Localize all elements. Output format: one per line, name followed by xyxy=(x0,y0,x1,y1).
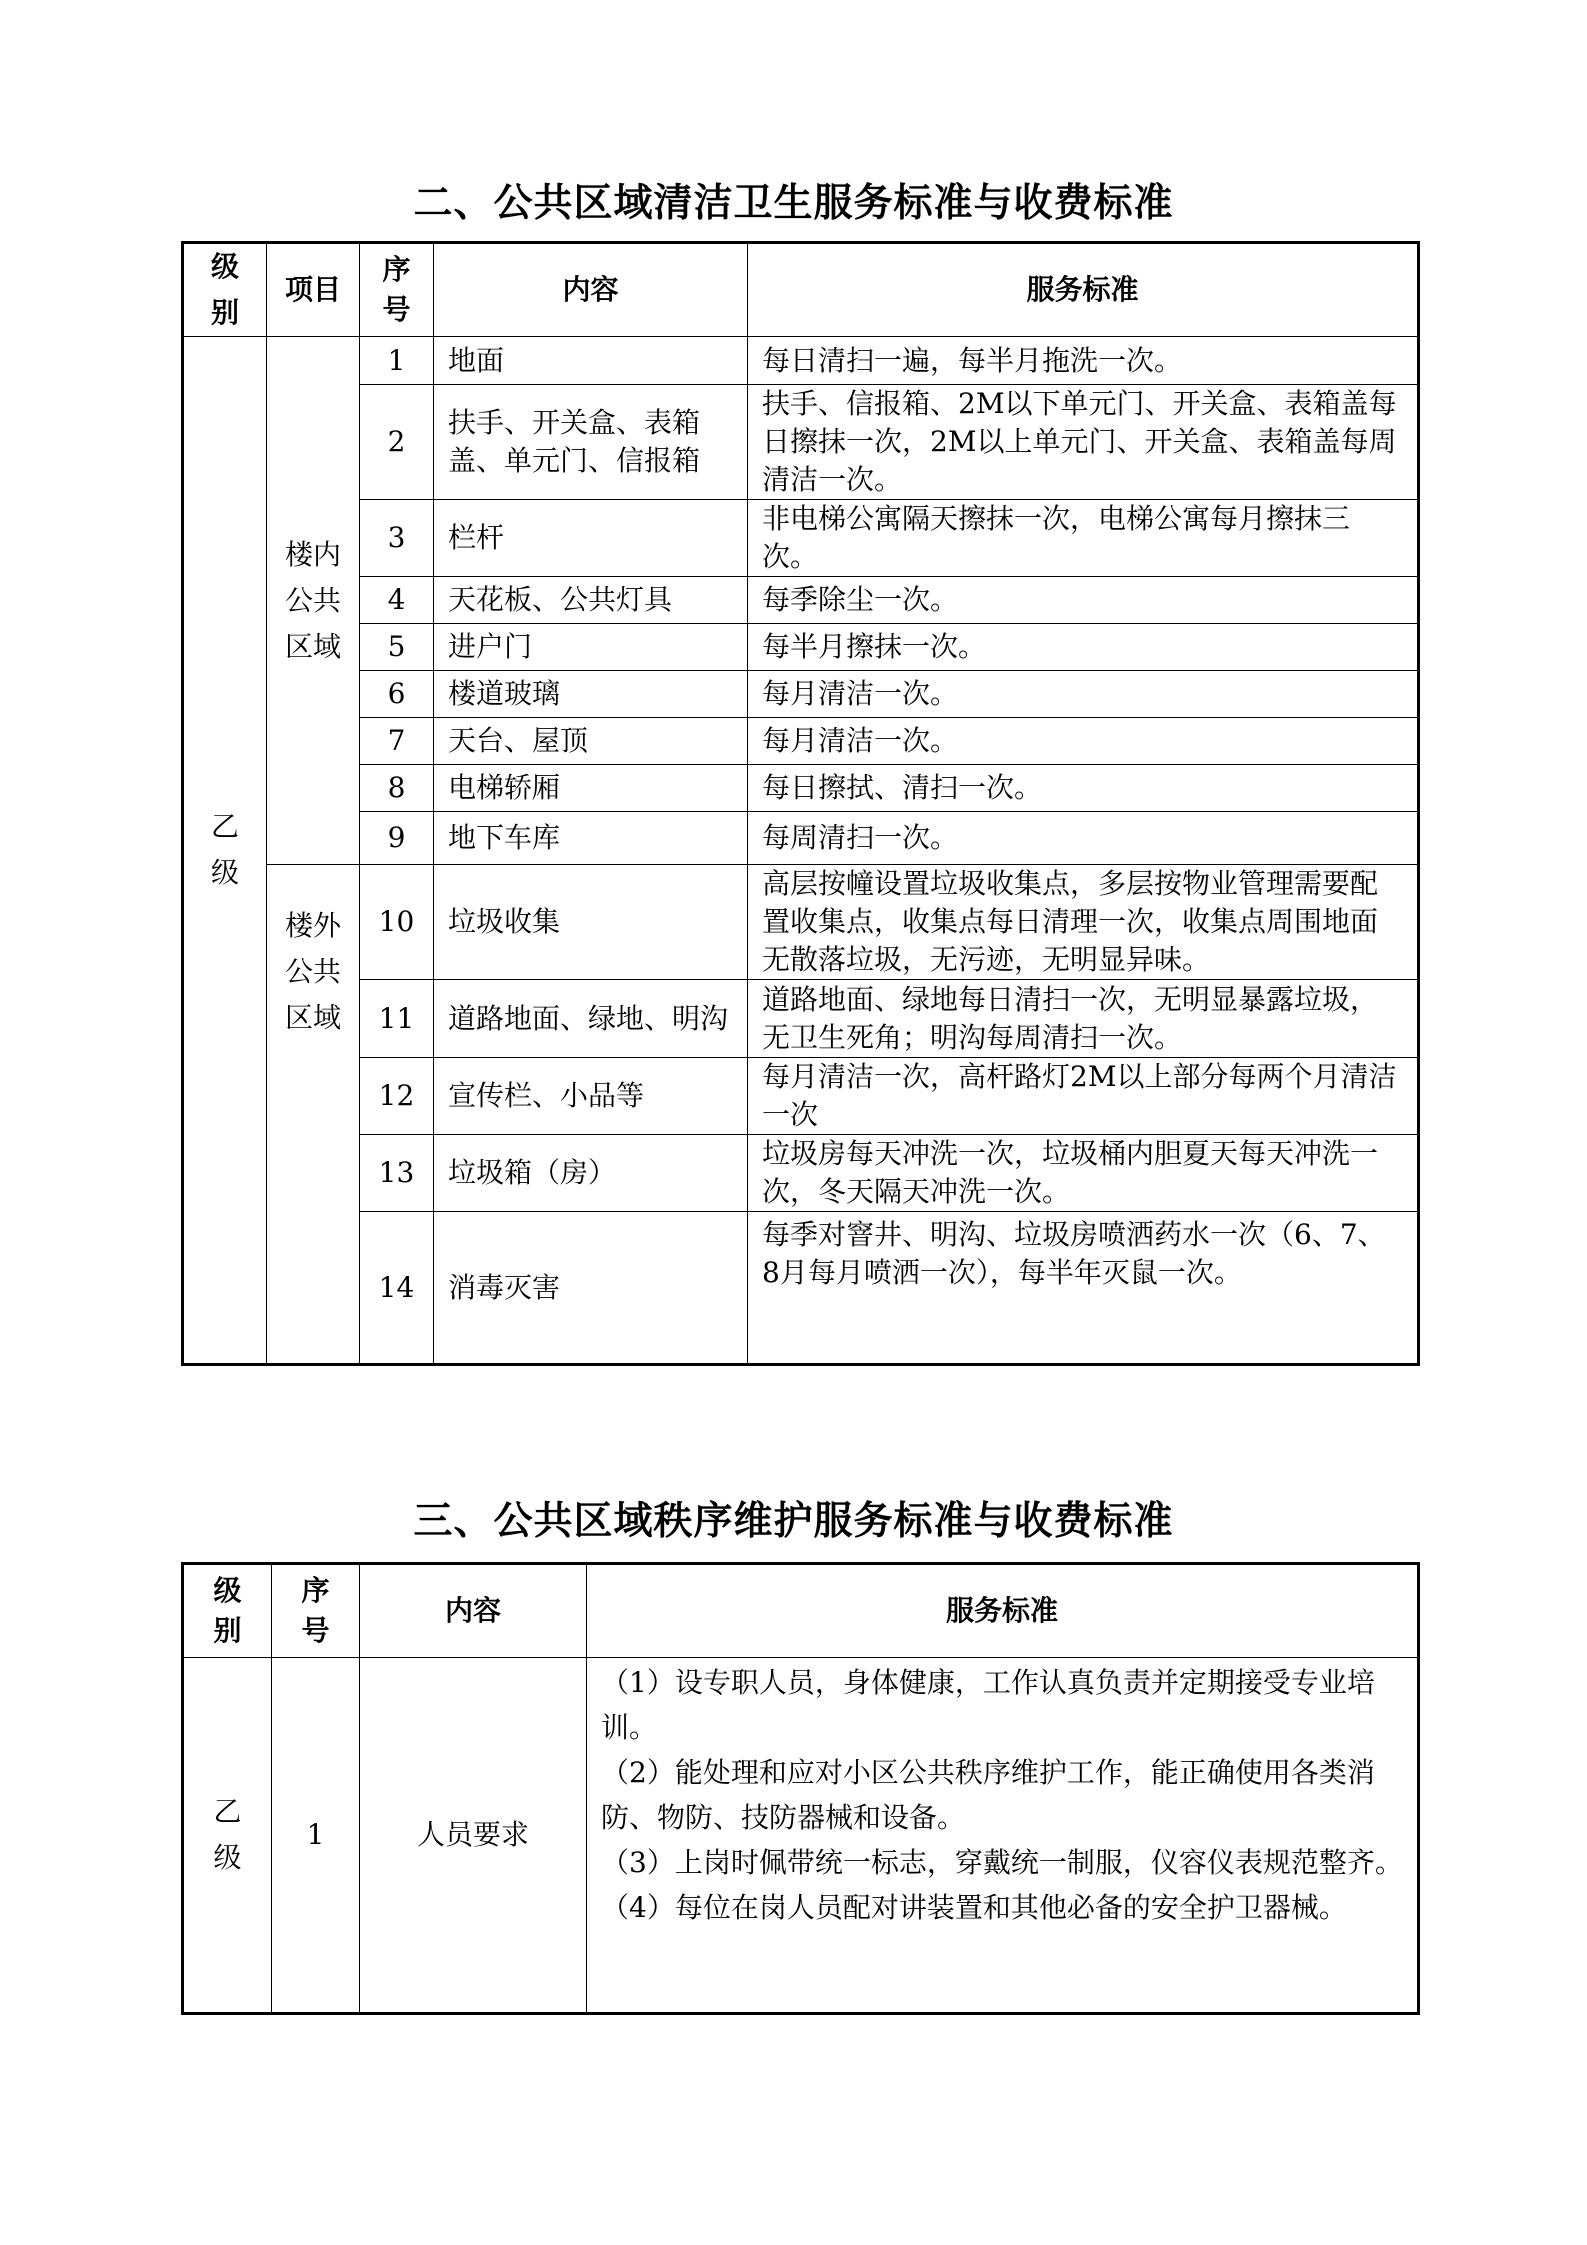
cleaning-standards-table xyxy=(181,241,1420,1366)
row-no: 13 xyxy=(360,1135,434,1212)
row-content: 天花板、公共灯具 xyxy=(434,577,748,624)
row-content: 进户门 xyxy=(434,624,748,671)
row-no: 2 xyxy=(360,385,434,500)
table-row xyxy=(183,624,1419,671)
table-header-row xyxy=(183,243,1419,337)
header-level: 级 别 xyxy=(183,243,267,337)
row-content: 宣传栏、小品等 xyxy=(434,1058,748,1135)
table-row xyxy=(183,765,1419,812)
row-content: 垃圾箱（房） xyxy=(434,1135,748,1212)
section2-title: 二、公共区域清洁卫生服务标准与收费标准 xyxy=(413,181,1174,226)
row-no: 8 xyxy=(360,765,434,812)
header-content: 内容 xyxy=(434,243,748,337)
level-cell: 乙 级 xyxy=(183,337,267,1365)
row-standard: 非电梯公寓隔天擦抹一次，电梯公寓每月擦抹三次。 xyxy=(748,500,1419,577)
header-no: 序 号 xyxy=(360,243,434,337)
table-row xyxy=(183,577,1419,624)
row-content: 地下车库 xyxy=(434,812,748,865)
order-maintenance-table xyxy=(181,1562,1420,2015)
standard-item-1: （1）设专职人员，身体健康，工作认真负责并定期接受专业培训。 xyxy=(601,1666,1375,1744)
table-row xyxy=(183,1658,1419,2014)
row-no: 5 xyxy=(360,624,434,671)
table-row xyxy=(183,812,1419,865)
row-no: 9 xyxy=(360,812,434,865)
row-no: 3 xyxy=(360,500,434,577)
row-no: 14 xyxy=(360,1212,434,1365)
row-content: 消毒灭害 xyxy=(434,1212,748,1365)
row-standard: 垃圾房每天冲洗一次，垃圾桶内胆夏天每天冲洗一次，冬天隔天冲洗一次。 xyxy=(748,1135,1419,1212)
row-no: 6 xyxy=(360,671,434,718)
row-standard: 每月清洁一次，高杆路灯2M以上部分每两个月清洁一次 xyxy=(748,1058,1419,1135)
row-standard: 扶手、信报箱、2M以下单元门、开关盒、表箱盖每日擦抹一次，2M以上单元门、开关盒、表箱盖每周清洁一次。 xyxy=(748,385,1419,500)
row-content: 栏杆 xyxy=(434,500,748,577)
row-standard: 每季除尘一次。 xyxy=(748,577,1419,624)
row-content: 垃圾收集 xyxy=(434,865,748,980)
row-standard xyxy=(587,1658,1419,2014)
row-standard: 高层按幢设置垃圾收集点，多层按物业管理需要配置收集点，收集点每日清理一次，收集点周围地面无散落垃圾，无污迹，无明显异味。 xyxy=(748,865,1419,980)
row-standard: 每月清洁一次。 xyxy=(748,718,1419,765)
group-indoor: 楼内 公共 区域 xyxy=(267,337,360,865)
row-standard: 每日擦拭、清扫一次。 xyxy=(748,765,1419,812)
table-row xyxy=(183,1212,1419,1365)
row-content: 电梯轿厢 xyxy=(434,765,748,812)
table-row xyxy=(183,385,1419,500)
table-row xyxy=(183,671,1419,718)
standard-item-3: （3）上岗时佩带统一标志，穿戴统一制服，仪容仪表规范整齐。 xyxy=(601,1846,1403,1879)
header-standard: 服务标准 xyxy=(748,243,1419,337)
row-content: 人员要求 xyxy=(360,1658,587,2014)
row-standard: 每日清扫一遍，每半月拖洗一次。 xyxy=(748,337,1419,385)
row-no: 10 xyxy=(360,865,434,980)
row-standard: 每季对窨井、明沟、垃圾房喷洒药水一次（6、7、8月每月喷洒一次），每半年灭鼠一次。 xyxy=(748,1212,1419,1365)
table-row xyxy=(183,718,1419,765)
row-content: 扶手、开关盒、表箱盖、单元门、信报箱 xyxy=(434,385,748,500)
table-row xyxy=(183,1135,1419,1212)
table-row xyxy=(183,500,1419,577)
row-no: 4 xyxy=(360,577,434,624)
row-content: 楼道玻璃 xyxy=(434,671,748,718)
table-row xyxy=(183,980,1419,1058)
row-no: 1 xyxy=(360,337,434,385)
row-no: 12 xyxy=(360,1058,434,1135)
row-no: 1 xyxy=(272,1658,360,2014)
row-standard: 每半月擦抹一次。 xyxy=(748,624,1419,671)
row-content: 道路地面、绿地、明沟 xyxy=(434,980,748,1058)
row-standard: 道路地面、绿地每日清扫一次，无明显暴露垃圾，无卫生死角；明沟每周清扫一次。 xyxy=(748,980,1419,1058)
standard-item-4: （4）每位在岗人员配对讲装置和其他必备的安全护卫器械。 xyxy=(601,1891,1347,1924)
row-standard: 每月清洁一次。 xyxy=(748,671,1419,718)
header-no: 序 号 xyxy=(272,1564,360,1658)
row-no: 7 xyxy=(360,718,434,765)
row-standard: 每周清扫一次。 xyxy=(748,812,1419,865)
header-content: 内容 xyxy=(360,1564,587,1658)
row-content: 地面 xyxy=(434,337,748,385)
table-row xyxy=(183,1058,1419,1135)
level-cell: 乙 级 xyxy=(183,1658,272,2014)
table-header-row xyxy=(183,1564,1419,1658)
header-item: 项目 xyxy=(267,243,360,337)
group-outdoor: 楼外 公共 区域 xyxy=(267,865,360,1365)
standard-item-2: （2）能处理和应对小区公共秩序维护工作，能正确使用各类消防、物防、技防器械和设备。 xyxy=(601,1756,1375,1834)
table-row xyxy=(183,865,1419,980)
header-standard: 服务标准 xyxy=(587,1564,1419,1658)
row-content: 天台、屋顶 xyxy=(434,718,748,765)
table-row xyxy=(183,337,1419,385)
section3-title: 三、公共区域秩序维护服务标准与收费标准 xyxy=(413,1499,1174,1544)
header-level: 级 别 xyxy=(183,1564,272,1658)
row-no: 11 xyxy=(360,980,434,1058)
